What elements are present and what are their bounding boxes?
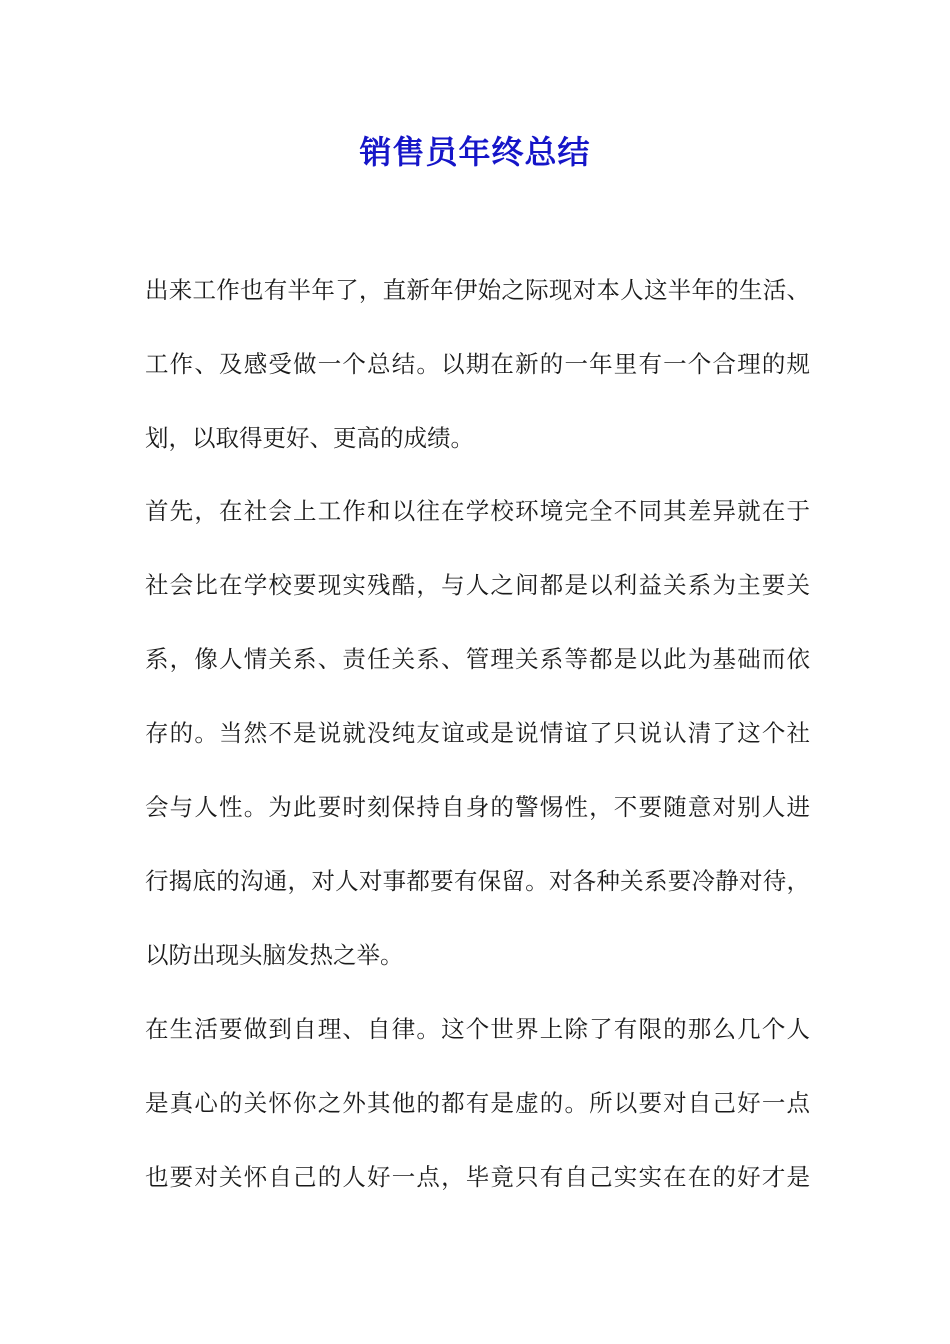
paragraph-line: 也要对关怀自己的人好一点，毕竟只有自己实实在在的好才是 [145, 1163, 810, 1191]
paragraph-line: 行揭底的沟通，对人对事都要有保留。对各种关系要冷静对待， [145, 867, 810, 895]
paragraph-line: 以防出现头脑发热之举。 [145, 941, 404, 969]
paragraph-line: 是真心的关怀你之外其他的都有是虚的。所以要对自己好一点 [145, 1089, 810, 1117]
paragraph-line: 首先，在社会上工作和以往在学校环境完全不同其差异就在于 [145, 497, 810, 525]
paragraph-line: 划，以取得更好、更高的成绩。 [145, 424, 474, 452]
paragraph-line: 社会比在学校要现实残酷，与人之间都是以利益关系为主要关 [145, 571, 810, 599]
paragraph-line: 系，像人情关系、责任关系、管理关系等都是以此为基础而依 [145, 645, 810, 673]
paragraph-line: 在生活要做到自理、自律。这个世界上除了有限的那么几个人 [145, 1015, 810, 1043]
document-title: 销售员年终总结 [359, 133, 591, 171]
paragraph-line: 工作、及感受做一个总结。以期在新的一年里有一个合理的规 [145, 350, 810, 378]
paragraph-line: 出来工作也有半年了，直新年伊始之际现对本人这半年的生活、 [145, 276, 810, 304]
paragraph-line: 存的。当然不是说就没纯友谊或是说情谊了只说认清了这个社 [145, 719, 810, 747]
paragraph-line: 会与人性。为此要时刻保持自身的警惕性，不要随意对别人进 [145, 793, 810, 821]
